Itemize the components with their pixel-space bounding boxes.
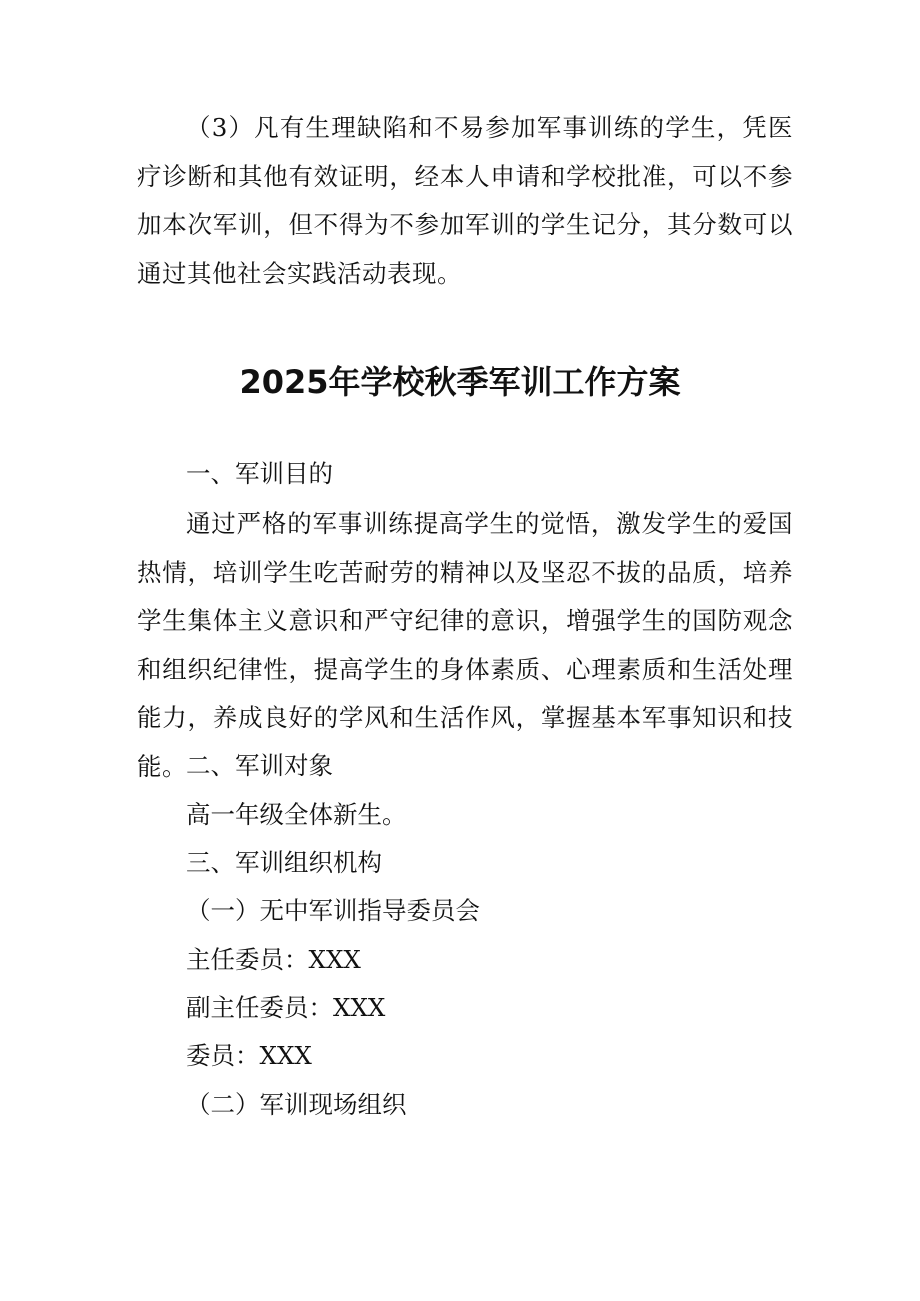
director-line: 主任委员：XXX: [186, 945, 361, 974]
document-title: 2025年学校秋季军训工作方案: [239, 363, 681, 401]
subsection2-heading: （二）军训现场组织: [186, 1090, 407, 1119]
intro-paragraph: （3）凡有生理缺陷和不易参加军事训练的学生，凭医疗诊断和其他有效证明，经本人申请和学校批准，可以不参加本次军训，但不得为不参加军训的学生记分，其分数可以通过其他社会实践活动表现。: [137, 113, 793, 288]
section1-body: 通过严格的军事训练提高学生的觉悟，激发学生的爱国热情，培训学生吃苦耐劳的精神以及坚忍不拔的品质，培养学生集体主义意识和严守纪律的意识，增强学生的国防观念和组织纪律性，提高学生的身体素质、心理素质和生活处理能力，养成良好的学风和生活作风，掌握基本军事知识和技能。: [137, 509, 793, 781]
section1-heading: 一、军训目的: [186, 459, 333, 488]
members-line: 委员：XXX: [186, 1041, 312, 1070]
deputy-director-line: 副主任委员：XXX: [186, 993, 386, 1022]
section2-body: 高一年级全体新生。: [186, 800, 407, 829]
subsection1-heading: （一）无中军训指导委员会: [186, 896, 480, 925]
section2-heading: 二、军训对象: [186, 751, 333, 780]
section3-heading: 三、军训组织机构: [186, 848, 382, 877]
